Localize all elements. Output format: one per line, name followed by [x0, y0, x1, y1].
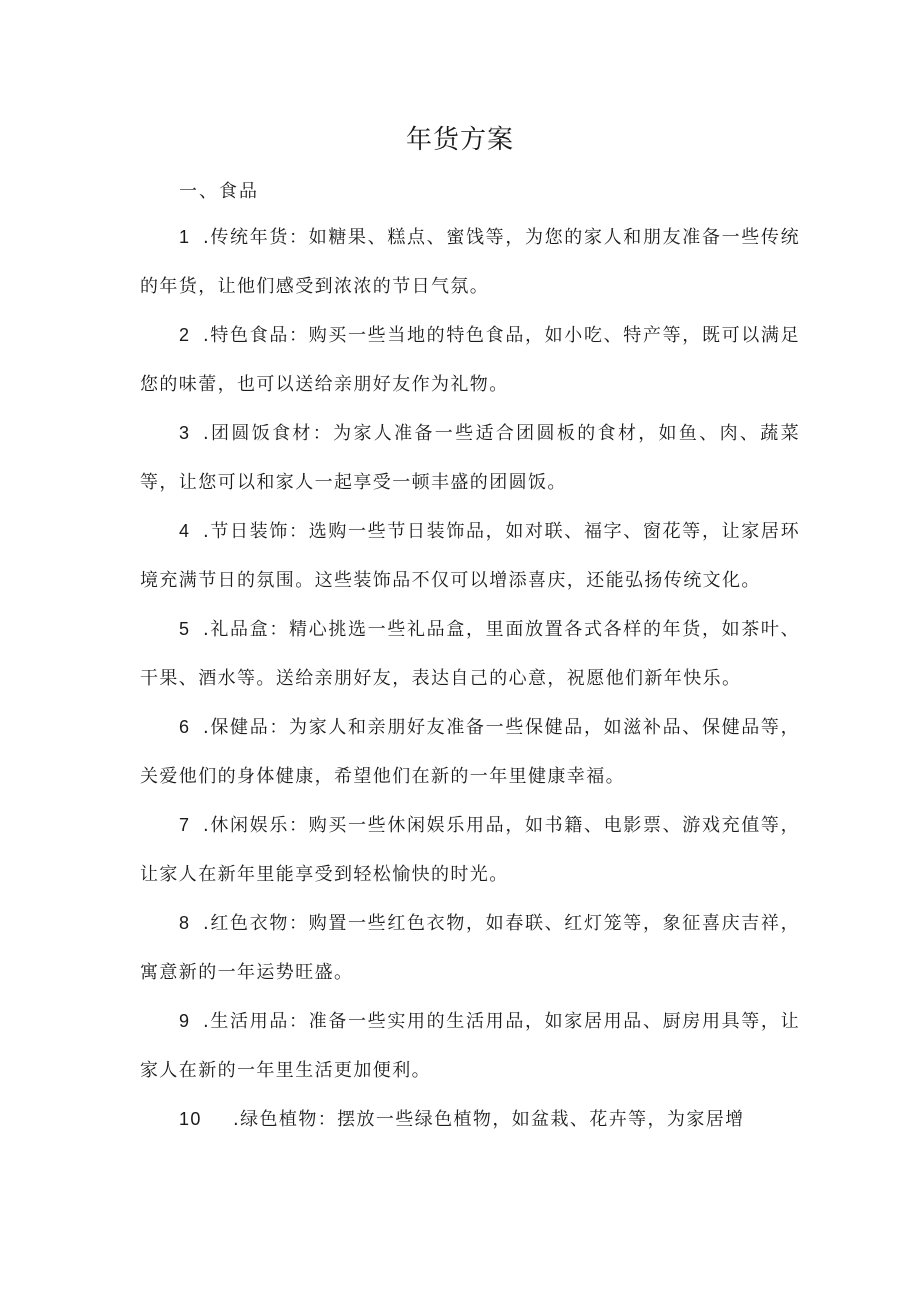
item-number: 6: [179, 717, 191, 737]
item-text: .传统年货：如糖果、糕点、蜜饯等，为您的家人和朋友准备一些传统的年货，让他们感受到浓浓的节日气氛。: [140, 227, 800, 297]
item-text: .特色食品：购买一些当地的特色食品，如小吃、特产等，既可以满足您的味蕾，也可以送给亲朋好友作为礼物。: [140, 325, 800, 395]
item-number: 4: [179, 521, 191, 541]
item-text: .红色衣物：购置一些红色衣物，如春联、红灯笼等，象征喜庆吉祥，寓意新的一年运势旺盛。: [140, 913, 800, 983]
item-text: .保健品：为家人和亲朋好友准备一些保健品，如滋补品、保健品等，关爱他们的身体健康，希望他们在新的一年里健康幸福。: [140, 717, 800, 787]
item-number: 8: [179, 913, 191, 933]
list-item: [140, 1095, 800, 1145]
item-number: 7: [179, 815, 191, 835]
item-text: .休闲娱乐：购买一些休闲娱乐用品，如书籍、电影票、游戏充值等，让家人在新年里能享受到轻松愉快的时光。: [140, 815, 800, 885]
list-item: [140, 899, 800, 997]
item-number: 3: [179, 423, 191, 443]
item-number: 10: [179, 1109, 202, 1129]
section-heading: 一、食品: [179, 181, 259, 202]
list-item: [140, 801, 800, 899]
item-text: .节日装饰：选购一些节日装饰品，如对联、福字、窗花等，让家居环境充满节日的氛围。这些装饰品不仅可以增添喜庆，还能弘扬传统文化。: [140, 521, 800, 591]
list-item: [140, 703, 800, 801]
item-number: 1: [179, 227, 191, 247]
list-item: [140, 213, 800, 311]
document-title: 年货方案: [405, 125, 514, 155]
list-item: [140, 997, 800, 1095]
list-item: [140, 409, 800, 507]
list-item: [140, 507, 800, 605]
list-item: [140, 605, 800, 703]
item-number: 9: [179, 1011, 191, 1031]
item-text: .礼品盒：精心挑选一些礼品盒，里面放置各式各样的年货，如茶叶、干果、酒水等。送给亲朋好友，表达自己的心意，祝愿他们新年快乐。: [140, 619, 800, 689]
item-number: 5: [179, 619, 191, 639]
item-text: .绿色植物：摆放一些绿色植物，如盆栽、花卉等，为家居增: [233, 1109, 745, 1130]
item-number: 2: [179, 325, 191, 345]
item-text: .生活用品：准备一些实用的生活用品，如家居用品、厨房用具等，让家人在新的一年里生活更加便利。: [140, 1011, 800, 1081]
list-item: [140, 311, 800, 409]
item-list: [140, 213, 800, 1145]
item-text: .团圆饭食材：为家人准备一些适合团圆板的食材，如鱼、肉、蔬菜等，让您可以和家人一起享受一顿丰盛的团圆饭。: [140, 423, 800, 493]
